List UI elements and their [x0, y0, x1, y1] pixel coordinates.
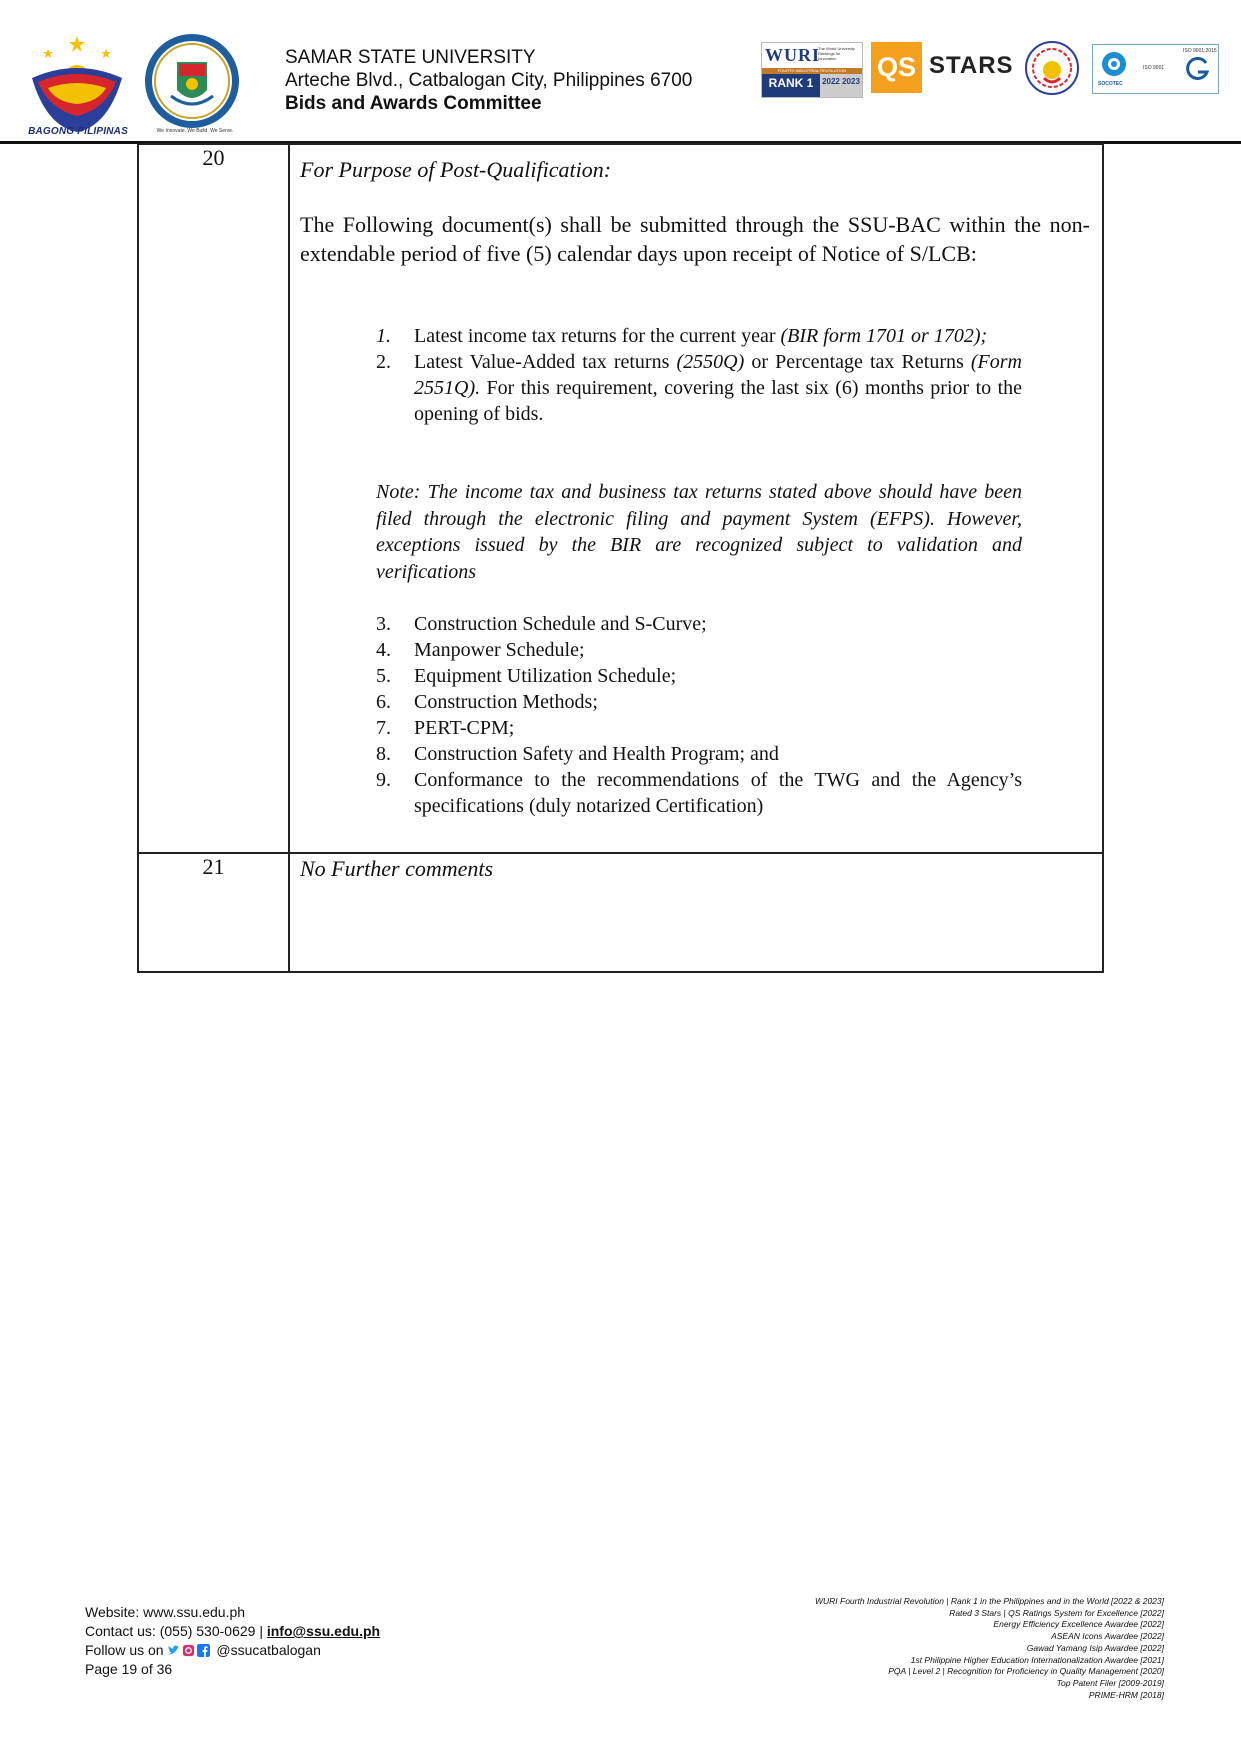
award-line: WURI Fourth Industrial Revolution | Rank 1 in the Philippines and in the World [2022 & 2023] [814, 1596, 1164, 1606]
socotec-label: SOCOTEC [1098, 81, 1123, 87]
row20-heading: For Purpose of Post-Qualification: [300, 157, 612, 182]
committee-name: Bids and Awards Committee [285, 93, 542, 114]
list-item [376, 689, 1022, 715]
wuri-subtitle: The World University Rankings for Innovation [818, 46, 856, 61]
iso-certification-badge [1092, 44, 1219, 94]
wuri-band: FOURTH INDUSTRIAL REVOLUTION [762, 68, 862, 74]
letterhead-text [285, 46, 692, 115]
list-item-text: Construction Safety and Health Program; and [414, 743, 779, 765]
list-item-number: 6. [376, 691, 391, 713]
contact-line [85, 1622, 380, 1641]
list-item-number: 4. [376, 639, 391, 661]
row20-intro: The Following document(s) shall be submitted through the SSU-BAC within the non-extendable period of five (5) calendar days upon receipt of Notice of S/LCB: [300, 212, 1090, 266]
list-item [376, 715, 1022, 741]
bagong-pilipinas-label: BAGONG PILIPINAS [28, 126, 128, 137]
instagram-icon[interactable] [182, 1644, 195, 1657]
list-item-number: 7. [376, 717, 391, 739]
list-item-italic: (BIR form 1701 or 1702); [780, 325, 988, 347]
social-handle: @ssucatbalogan [216, 1642, 321, 1658]
award-line: PRIME-HRM [2018] [1088, 1689, 1164, 1700]
contact-phone: Contact us: (055) 530-0629 | [85, 1623, 267, 1639]
iso-right-label: ISO 9001:2015 [1183, 48, 1217, 54]
column-divider [288, 145, 290, 971]
list-item [376, 349, 1022, 427]
qs-stars-label: STARS [929, 52, 1014, 79]
list-item-text: Manpower Schedule; [414, 639, 585, 661]
ssu-seal-logo [143, 32, 241, 130]
tax-returns-note: Note: The income tax and business tax returns stated above should have been filed through the electronic filing and payment System (EFPS). However, exceptions issued by the BIR are recognized subject to validation and verifications [376, 481, 1022, 583]
iso-mid-label: ISO 9001 [1143, 65, 1165, 71]
requirements-list-a [376, 323, 1022, 427]
list-item-text: or Percentage tax Returns [744, 351, 971, 373]
wuri-rank-badge [761, 42, 863, 98]
wuri-rank: RANK 1 [762, 74, 820, 97]
row21-text: No Further comments [300, 856, 494, 881]
list-item-number: 9. [376, 769, 391, 791]
email-link[interactable]: info@ssu.edu.ph [266, 1623, 381, 1639]
twitter-icon[interactable] [167, 1644, 180, 1657]
socotec-icon [1101, 51, 1127, 77]
list-item [376, 323, 1022, 349]
row-number-21: 21 [202, 854, 225, 879]
list-item [376, 637, 1022, 663]
list-item [376, 741, 1022, 767]
list-item-italic: (Form 2551Q). [414, 351, 1022, 399]
page-header [0, 0, 1241, 145]
award-line: ASEAN Icons Awardee [2022] [1051, 1631, 1164, 1642]
list-item-number: 1. [376, 325, 391, 347]
wuri-title: WURI [765, 45, 821, 65]
list-item-text: Latest income tax returns for the current year [414, 325, 781, 347]
award-line: Gawad Yamang Isip Awardee [2022] [1026, 1642, 1164, 1653]
follow-label: Follow us on [85, 1642, 168, 1658]
list-item-text: Latest Value-Added tax returns [414, 351, 677, 373]
ssu-tagline: We Innovate. We Build. We Serve. [156, 128, 234, 134]
list-item [376, 611, 1022, 637]
follow-line [85, 1641, 380, 1660]
website-line: Website: www.ssu.edu.ph [85, 1604, 246, 1620]
list-item-text: PERT-CPM; [414, 717, 515, 739]
iso-g-icon [1186, 57, 1210, 81]
requirements-list-b [376, 611, 1022, 819]
bid-bulletin-table [137, 143, 1104, 973]
list-item-text: Equipment Utilization Schedule; [414, 665, 677, 687]
qs-logo: QS [871, 42, 922, 93]
award-line: Rated 3 Stars | QS Ratings System for Excellence [2022] [949, 1607, 1164, 1618]
page-number: Page 19 of 36 [85, 1661, 173, 1677]
list-item [376, 663, 1022, 689]
footer-contact [85, 1603, 380, 1679]
list-item-number: 3. [376, 613, 391, 635]
list-item-text: For this requirement, covering the last six (6) months prior to the opening of bids. [414, 377, 1022, 425]
list-item-text: Conformance to the recommendations of the TWG and the Agency’s specifications (duly notarized Certification) [414, 769, 1022, 817]
list-item-italic: (2550Q) [676, 351, 745, 373]
award-line: PQA | Level 2 | Recognition for Proficiency in Quality Management [2020] [888, 1666, 1164, 1677]
list-item-number: 5. [376, 665, 391, 687]
list-item [376, 767, 1022, 819]
list-item-number: 8. [376, 743, 391, 765]
university-address: Arteche Blvd., Catbalogan City, Philippines 6700 [285, 70, 693, 91]
row-number-20: 20 [202, 145, 225, 170]
list-item-number: 2. [376, 351, 391, 373]
award-seal-logo [1024, 40, 1080, 96]
award-line: 1st Philippine Higher Education Internationalization Awardee [2021] [910, 1654, 1164, 1665]
awards-list [815, 1596, 1164, 1701]
wuri-years: 2022 2023 [820, 74, 862, 97]
bagong-pilipinas-logo [18, 30, 136, 140]
list-item-text: Construction Schedule and S-Curve; [414, 613, 707, 635]
award-line: Top Patent Filer [2009-2019] [1056, 1677, 1164, 1688]
facebook-icon[interactable] [197, 1644, 210, 1657]
list-item-text: Construction Methods; [414, 691, 598, 713]
university-name: SAMAR STATE UNIVERSITY [285, 47, 536, 68]
award-line: Energy Efficiency Excellence Awardee [2022] [993, 1619, 1164, 1630]
